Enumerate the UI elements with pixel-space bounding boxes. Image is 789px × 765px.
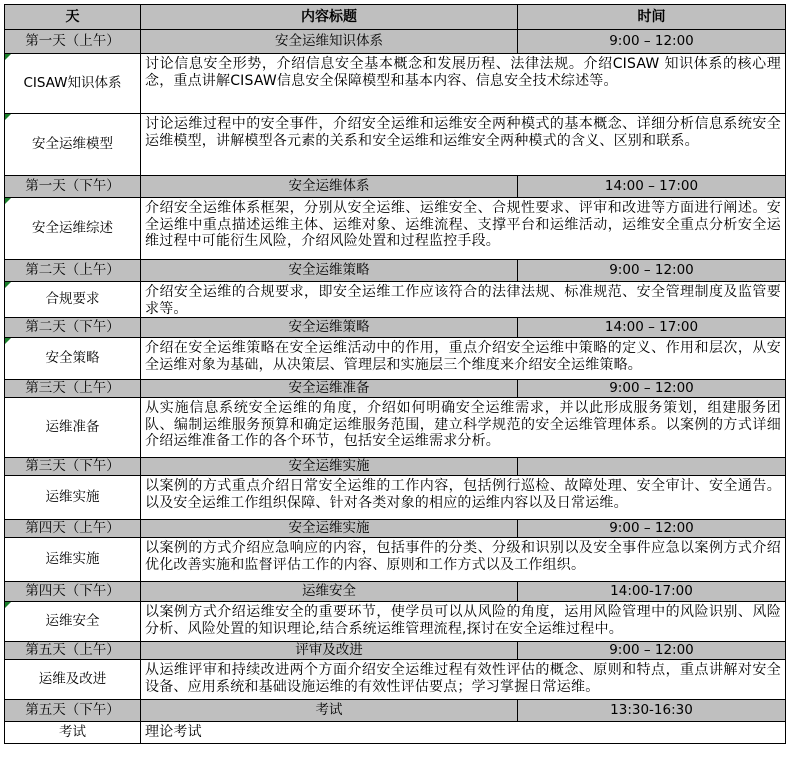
session-topic-cell[interactable]: 安全运维体系 — [141, 176, 518, 198]
session-time-cell[interactable] — [518, 458, 786, 476]
session-day-cell[interactable]: 第五天（下午） — [4, 700, 141, 722]
module-description-cell[interactable]: 介绍安全运维体系框架，分别从安全运维、运维安全、合规性要求、评审和改进等方面进行阐述。安全运维中重点描述运维主体、运维对象、运维流程、支撑平台和运维活动，运维安全重点分析安全运维过程中可能衍生风险，介绍风险处置和过程监控手段。 — [141, 198, 786, 260]
session-day-cell[interactable]: 第一天（下午） — [4, 176, 141, 198]
module-name-cell[interactable]: 运维安全 — [4, 602, 141, 642]
module-description-cell[interactable]: 以案例的方式重点介绍日常安全运维的工作内容，包括例行巡检、故障处理、安全审计、安全通告。以及安全运维工作组织保障、针对各类对象的相应的运维内容以及日常运维。 — [141, 476, 786, 520]
module-name-cell[interactable]: 运维实施 — [4, 538, 141, 582]
module-name-cell[interactable]: 安全运维综述 — [4, 198, 141, 260]
comment-indicator-icon — [5, 114, 11, 120]
module-name-cell[interactable]: 运维及改进 — [4, 660, 141, 700]
session-topic-cell[interactable]: 安全运维策略 — [141, 318, 518, 338]
session-time-cell[interactable]: 9:00 – 12:00 — [518, 260, 786, 282]
session-day-cell[interactable]: 第二天（上午） — [4, 260, 141, 282]
session-day-cell[interactable]: 第四天（上午） — [4, 520, 141, 538]
session-time-cell[interactable]: 9:00 – 12:00 — [518, 30, 786, 54]
session-topic-cell[interactable]: 安全运维知识体系 — [141, 30, 518, 54]
session-time-cell[interactable]: 13:30-16:30 — [518, 700, 786, 722]
module-description-cell[interactable]: 从运维评审和持续改进两个方面介绍安全运维过程有效性评估的概念、原则和特点，重点讲解对安全设备、应用系统和基础设施运维的有效性评估要点；学习掌握日常运维。 — [141, 660, 786, 700]
module-description-cell[interactable]: 以案例方式介绍运维安全的重要环节，使学员可以从风险的角度，运用风险管理中的风险识别、风险分析、风险处置的知识理论,结合系统运维管理流程,探讨在安全运维过程中。 — [141, 602, 786, 642]
session-topic-cell[interactable]: 考试 — [141, 700, 518, 722]
course-schedule-table — [4, 4, 786, 762]
session-day-cell[interactable]: 第一天（上午） — [4, 30, 141, 54]
module-name-cell[interactable]: 运维准备 — [4, 398, 141, 458]
comment-indicator-icon — [5, 54, 11, 60]
module-name-cell[interactable]: 安全运维模型 — [4, 114, 141, 176]
module-description-cell[interactable]: 讨论运维过程中的安全事件，介绍安全运维和运维安全两种模式的基本概念、详细分析信息系统安全运维模型，讲解模型各元素的关系和安全运维和运维安全两种模式的含义、区别和联系。 — [141, 114, 786, 176]
header-topic[interactable]: 内容标题 — [141, 4, 518, 30]
session-time-cell[interactable]: 14:00 – 17:00 — [518, 176, 786, 198]
module-description-cell[interactable]: 介绍在安全运维策略在安全运维活动中的作用，重点介绍安全运维中策略的定义、作用和层次，从安全运维对象为基础，从决策层、管理层和实施层三个维度来介绍安全运维策略。 — [141, 338, 786, 380]
session-topic-cell[interactable]: 安全运维准备 — [141, 380, 518, 398]
header-day[interactable]: 天 — [4, 4, 141, 30]
comment-indicator-icon — [5, 282, 11, 288]
session-topic-cell[interactable]: 安全运维实施 — [141, 458, 518, 476]
session-time-cell[interactable]: 9:00 – 12:00 — [518, 380, 786, 398]
session-time-cell[interactable]: 14:00-17:00 — [518, 582, 786, 602]
module-name-cell[interactable]: 合规要求 — [4, 282, 141, 318]
session-day-cell[interactable]: 第三天（上午） — [4, 380, 141, 398]
module-description-cell[interactable]: 从实施信息系统安全运维的角度，介绍如何明确安全运维需求，并以此形成服务策划，组建服务团队、编制运维服务预算和确定运维服务范围，建立科学规范的安全运维管理体系。以案例的方式详细介绍运维准备工作的各个环节，包括安全运维需求分析。 — [141, 398, 786, 458]
module-description-cell[interactable]: 以案例的方式介绍应急响应的内容，包括事件的分类、分级和识别以及安全事件应急以案例方式介绍优化改善实施和监督评估工作的内容、原则和工作方式以及工作组织。 — [141, 538, 786, 582]
session-time-cell[interactable]: 9:00 – 12:00 — [518, 642, 786, 660]
session-day-cell[interactable]: 第二天（下午） — [4, 318, 141, 338]
session-time-cell[interactable]: 14:00 – 17:00 — [518, 318, 786, 338]
session-time-cell[interactable]: 9:00 – 12:00 — [518, 520, 786, 538]
module-description-cell[interactable]: 介绍安全运维的合规要求，即安全运维工作应该符合的法律法规、标准规范、安全管理制度及监管要求等。 — [141, 282, 786, 318]
session-day-cell[interactable]: 第四天（下午） — [4, 582, 141, 602]
session-topic-cell[interactable]: 运维安全 — [141, 582, 518, 602]
session-day-cell[interactable]: 第三天（下午） — [4, 458, 141, 476]
header-time[interactable]: 时间 — [518, 4, 786, 30]
session-day-cell[interactable]: 第五天（上午） — [4, 642, 141, 660]
comment-indicator-icon — [5, 602, 11, 608]
session-topic-cell[interactable]: 安全运维实施 — [141, 520, 518, 538]
module-name-cell[interactable]: 运维实施 — [4, 476, 141, 520]
module-name-cell[interactable]: 考试 — [4, 722, 141, 744]
module-description-cell[interactable]: 讨论信息安全形势，介绍信息安全基本概念和发展历程、法律法规。介绍CISAW 知识体系的核心理念，重点讲解CISAW信息安全保障模型和基本内容、信息安全技术综述等。 — [141, 54, 786, 114]
comment-indicator-icon — [5, 338, 11, 344]
module-name-cell[interactable]: CISAW知识体系 — [4, 54, 141, 114]
comment-indicator-icon — [5, 198, 11, 204]
module-description-cell[interactable]: 理论考试 — [141, 722, 786, 744]
module-name-cell[interactable]: 安全策略 — [4, 338, 141, 380]
session-topic-cell[interactable]: 评审及改进 — [141, 642, 518, 660]
session-topic-cell[interactable]: 安全运维策略 — [141, 260, 518, 282]
